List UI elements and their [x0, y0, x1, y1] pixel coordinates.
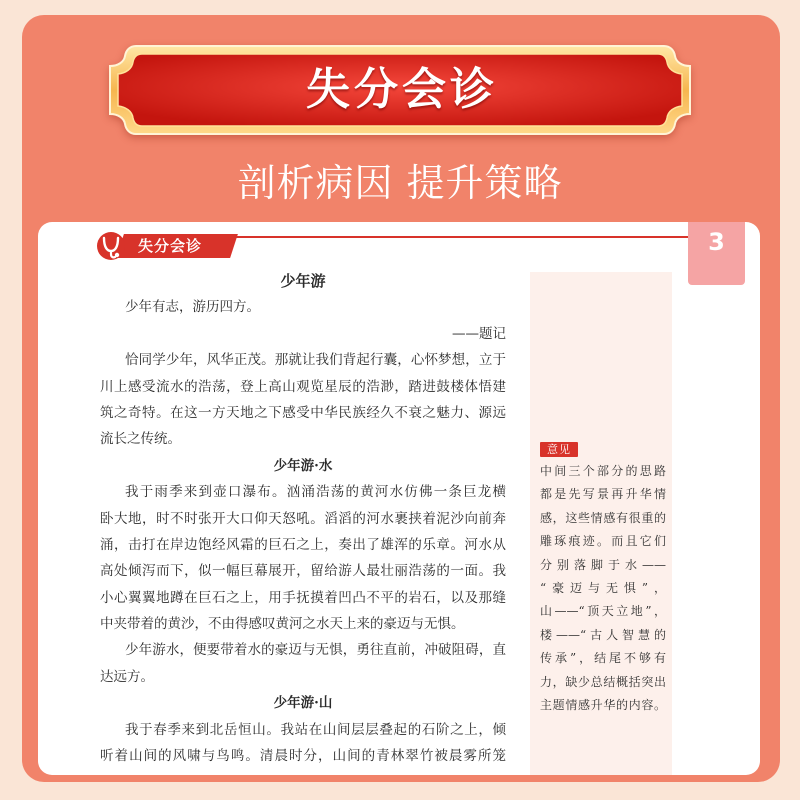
- page-number-tab: [688, 222, 745, 285]
- essay-line: 高处倾泻而下，似一幅巨幕展开，留给游人最壮丽浩荡的一面。我: [100, 563, 506, 580]
- essay-epigraph: 少年有志，游历四方。: [125, 299, 260, 316]
- essay-line: 我于雨季来到壶口瀑布。汹涌浩荡的黄河水仿佛一条巨龙横: [125, 484, 506, 501]
- comment-line: 感，这些情感有很重的: [540, 510, 666, 525]
- essay-line: 我于春季来到北岳恒山。我站在山间层层叠起的石阶之上，倾: [125, 721, 506, 738]
- comment-line: 分别落脚于水——: [540, 557, 666, 572]
- comment-line: 山——“顶天立地”，: [540, 604, 666, 619]
- essay-title: 少年游: [280, 272, 326, 290]
- comment-line: 传承”，结尾不够有: [540, 651, 666, 666]
- comment-line: “豪迈与无惧”，: [540, 580, 666, 595]
- essay-line: 涌，击打在岸边饱经风霜的巨石之上，奏出了雄浑的乐章。河水从: [100, 536, 506, 553]
- mountain-paragraph: [100, 717, 506, 770]
- comment-line: 主题情感升华的内容。: [540, 697, 666, 712]
- water-paragraph: [100, 479, 506, 637]
- book-page: [38, 222, 760, 775]
- essay-line: 卧大地，时不时张开大口仰天怒吼。滔滔的河水裹挟着泥沙向前奔: [100, 510, 506, 527]
- comment-line: 中间三个部分的思路: [540, 464, 666, 478]
- intro-paragraph: [100, 347, 506, 453]
- essay-line: 少年游水，便要带着水的豪迈与无惧，勇往直前，冲破阻碍，直: [125, 642, 506, 659]
- essay-line: 达远方。: [100, 668, 154, 685]
- comment-sidebar: [530, 272, 672, 775]
- banner-title: 失分会诊: [306, 64, 498, 115]
- essay-line: 小心翼翼地蹲在巨石之上，用手抚摸着凹凸不平的岩石，以及那缝: [100, 589, 506, 606]
- essay-line: 流长之传统。: [100, 431, 181, 448]
- comment-line: 雕琢痕迹。而且它们: [540, 534, 666, 549]
- comment-label: 意见: [540, 442, 578, 457]
- essay-line: 恰同学少年，风华正茂。那就让我们背起行囊，心怀梦想，立于: [125, 352, 506, 369]
- essay-epigraph-source: ——题记: [452, 325, 506, 342]
- essay-line: 中夹带着的黄沙，不由得感叹黄河之水天上来的豪迈与无惧。: [100, 616, 465, 633]
- subtitle: 剖析病因 提升策略: [237, 161, 563, 205]
- essay-line: 筑之奇特。在这一方天地之下感受中华民族经久不衰之魅力、源远: [100, 404, 506, 421]
- comment-line: 都是先写景再升华情: [540, 487, 666, 502]
- section-header-rule: [232, 236, 688, 238]
- mountain-section-heading: 少年游·山: [273, 695, 333, 712]
- water-reflection-paragraph: [100, 637, 506, 690]
- comment-line: 楼——“古人智慧的: [540, 627, 666, 642]
- section-header-text: 失分会诊: [138, 237, 203, 255]
- comment-text: [540, 460, 666, 717]
- diagnosis-icon: [95, 230, 127, 262]
- water-section-heading: 少年游·水: [273, 457, 333, 474]
- essay-line: 川上感受流水的浩荡，登上高山观览星辰的浩渺，踏进鼓楼体悟建: [100, 378, 506, 395]
- section-header-label: [116, 234, 238, 258]
- comment-line: 力，缺少总结概括突出: [540, 674, 666, 689]
- title-banner: [108, 44, 692, 136]
- page-number: 3: [708, 228, 725, 256]
- essay: [100, 268, 506, 769]
- essay-line: 听着山间的风啸与鸟鸣。清晨时分，山间的青林翠竹被晨雾所笼: [100, 748, 506, 765]
